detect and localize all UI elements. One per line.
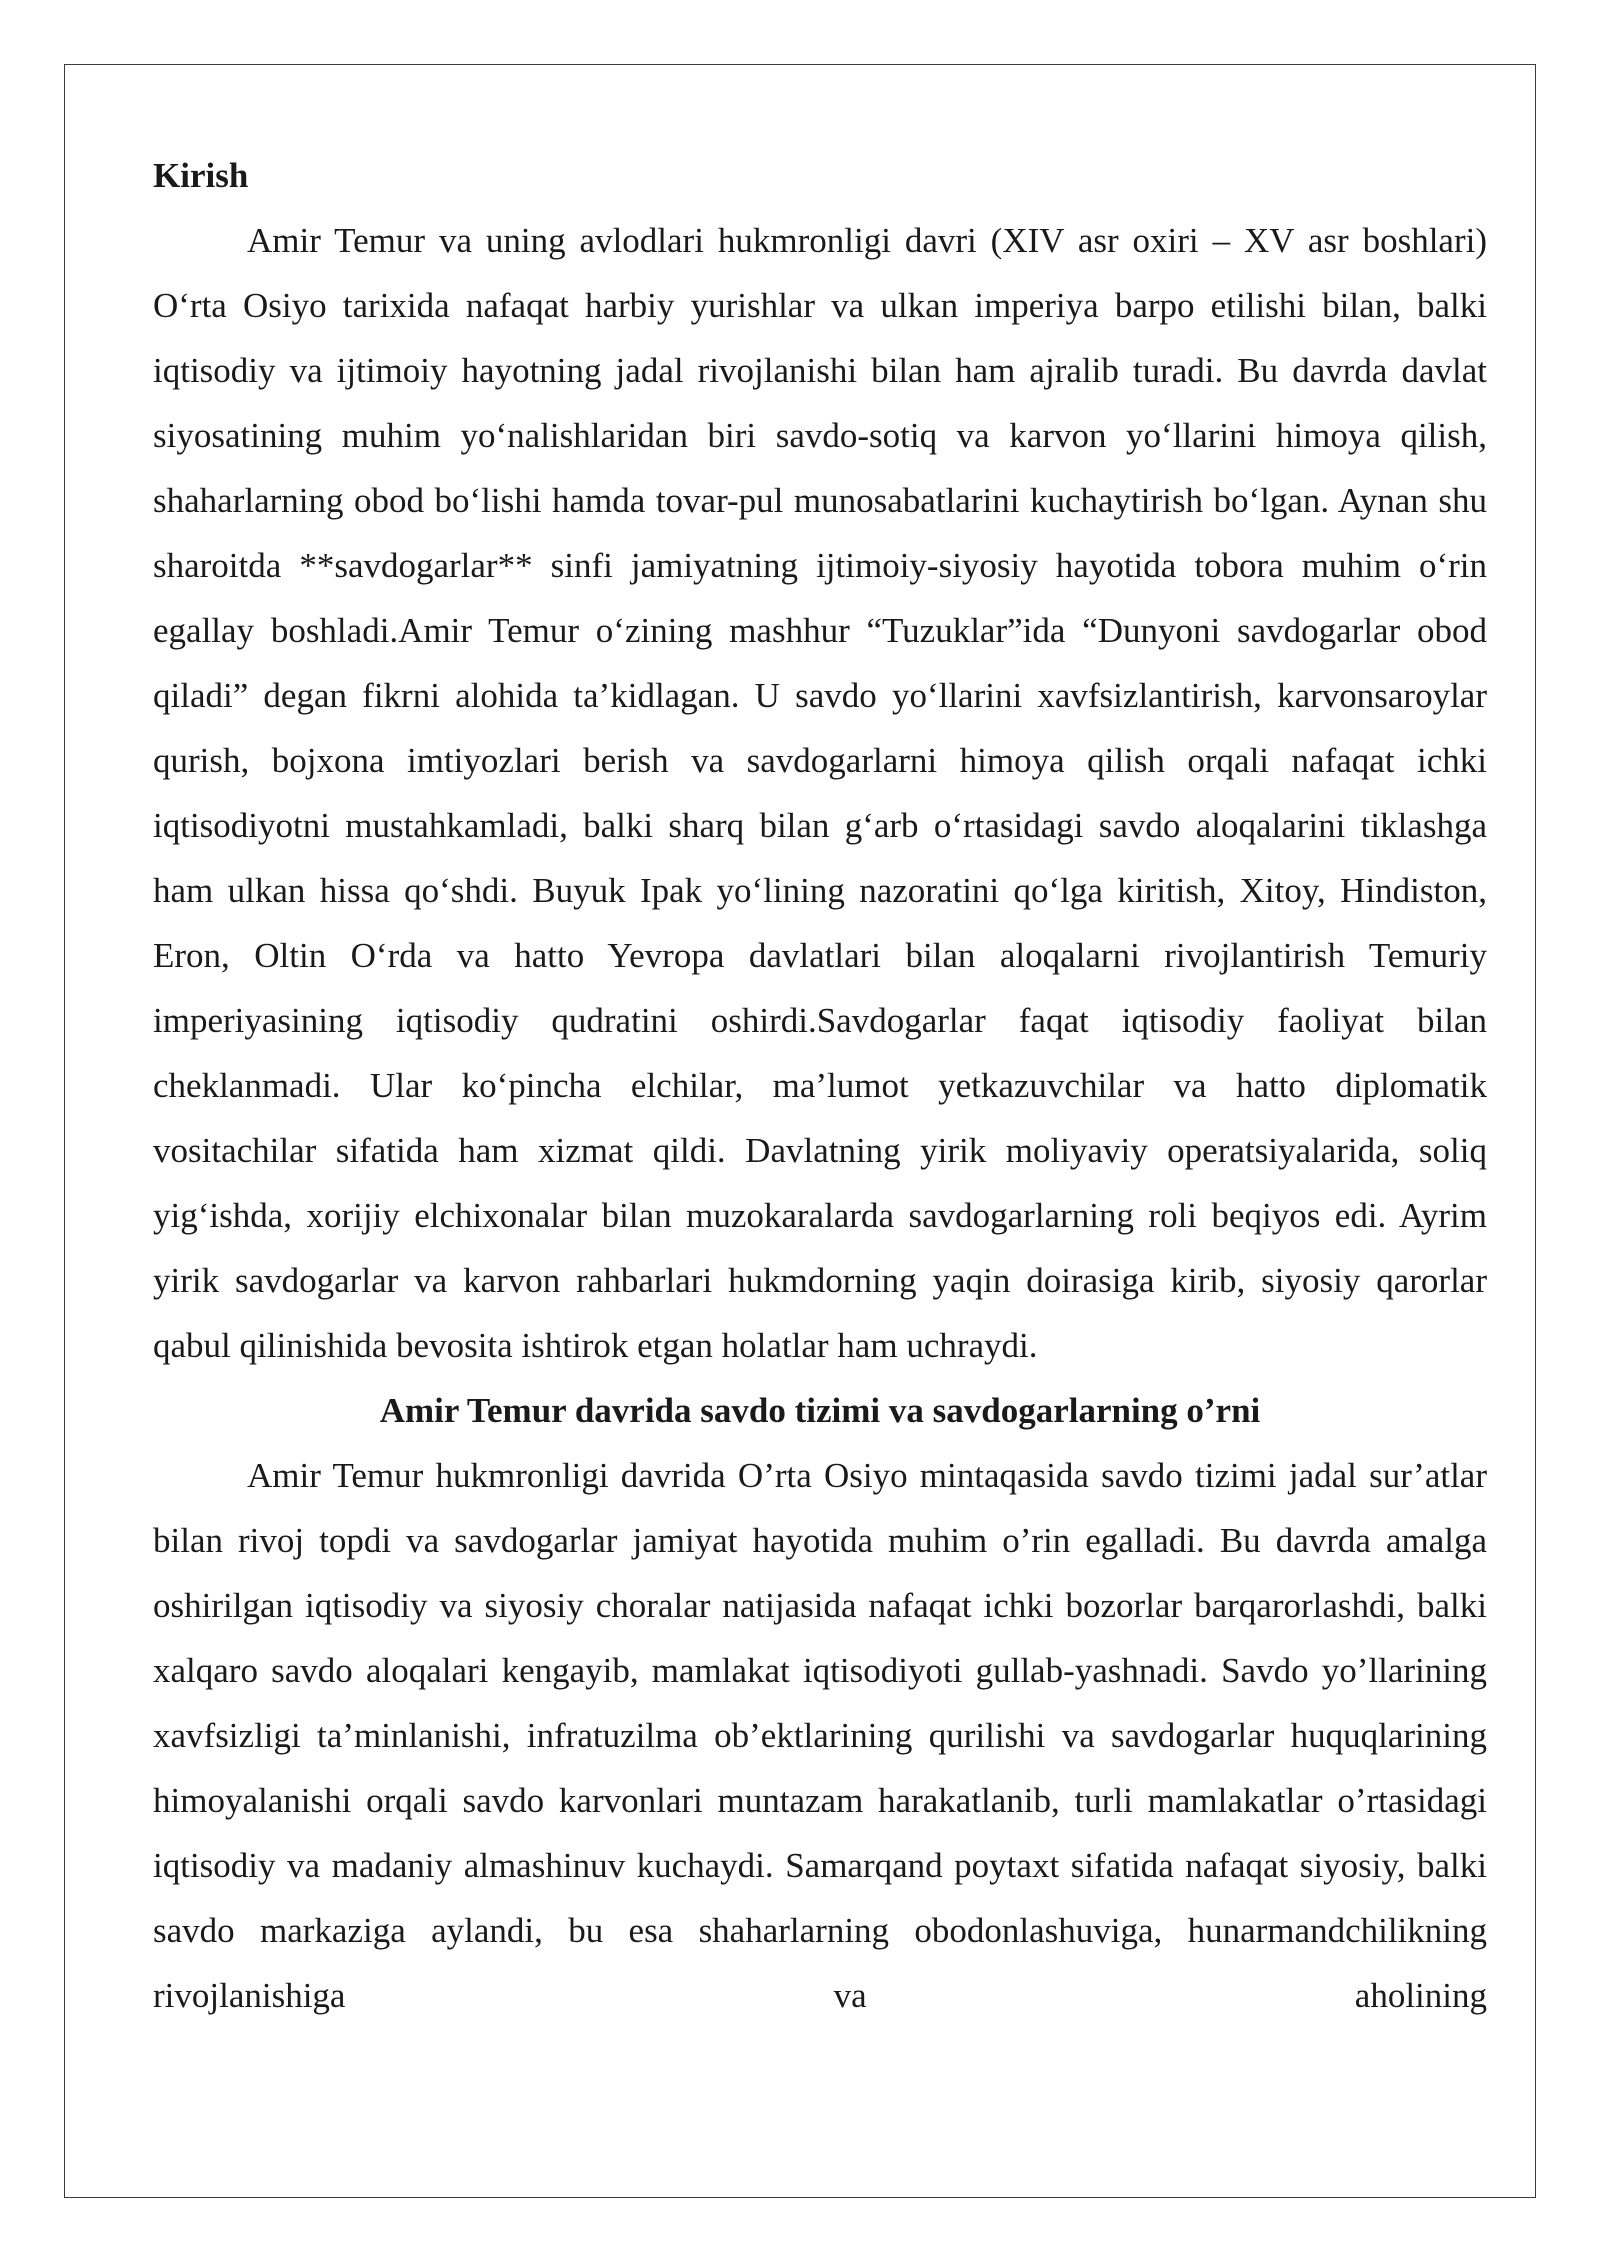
intro-heading: Kirish (153, 156, 249, 195)
section-paragraph: Amir Temur hukmronligi davrida O’rta Osiyo mintaqasida savdo tizimi jadal sur’atlar bilan rivoj topdi va savdogarlar jamiyat hayotida muhim o’rin egalladi. Bu davrda amalga oshirilgan iqtisodiy va siyosiy choralar natijasida nafaqat ichki bozorlar barqarorlashdi, balki xalqaro savdo aloqalari kengayib, mamlakat iqtisodiyoti gullab-yashnadi. Savdo yo’llarining xavfsizligi ta’minlanishi, infratuzilma ob’ektlarining qurilishi va savdogarlar huquqlarining himoyalanishi orqali savdo karvonlari muntazam harakatlanib, turli mamlakatlar o’rtasidagi iqtisodiy va madaniy almashinuv kuchaydi. Samarqand poytaxt sifatida nafaqat siyosiy, balki savdo markaziga aylandi, bu esa shaharlarning obodonlashuviga, hunarmandchilikning rivojlanishiga va aholining (153, 1456, 1487, 2015)
intro-paragraph: Amir Temur va uning avlodlari hukmronligi davri (XIV asr oxiri – XV asr boshlari) O‘rta Osiyo tarixida nafaqat harbiy yurishlar va ulkan imperiya barpo etilishi bilan, balki iqtisodiy va ijtimoiy hayotning jadal rivojlanishi bilan ham ajralib turadi. Bu davrda davlat siyosatining muhim yo‘nalishlaridan biri savdo-sotiq va karvon yo‘llarini himoya qilish, shaharlarning obod bo‘lishi hamda tovar-pul munosabatlarini kuchaytirish bo‘lgan. Aynan shu sharoitda **savdogarlar** sinfi jamiyatning ijtimoiy-siyosiy hayotida tobora muhim o‘rin egallay boshladi.Amir Temur o‘zining mashhur “Tuzuklar”ida “Dunyoni savdogarlar obod qiladi” degan fikrni alohida ta’kidlagan. U savdo yo‘llarini xavfsizlantirish, karvonsaroylar qurish, bojxona imtiyozlari berish va savdogarlarni himoya qilish orqali nafaqat ichki iqtisodiyotni mustahkamladi, balki sharq bilan g‘arb o‘rtasidagi savdo aloqalarini tiklashga ham ulkan hissa qo‘shdi. Buyuk Ipak yo‘lining nazoratini qo‘lga kiritish, Xitoy, Hindiston, Eron, Oltin O‘rda va hatto Yevropa davlatlari bilan aloqalarni rivojlantirish Temuriy imperiyasining iqtisodiy qudratini oshirdi.Savdogarlar faqat iqtisodiy faoliyat bilan cheklanmadi. Ular ko‘pincha elchilar, ma’lumot yetkazuvchilar va hatto diplomatik vositachilar sifatida ham xizmat qildi. Davlatning yirik moliyaviy operatsiyalarida, soliq yig‘ishda, xorijiy elchixonalar bilan muzokaralarda savdogarlarning roli beqiyos edi. Ayrim yirik savdogarlar va karvon rahbarlari hukmdorning yaqin doirasiga kirib, siyosiy qarorlar qabul qilinishida bevosita ishtirok etgan holatlar ham uchraydi. (153, 221, 1487, 1365)
document-body (153, 143, 1487, 2028)
section-heading: Amir Temur davrida savdo tizimi va savdogarlarning o’rni (379, 1391, 1261, 1430)
